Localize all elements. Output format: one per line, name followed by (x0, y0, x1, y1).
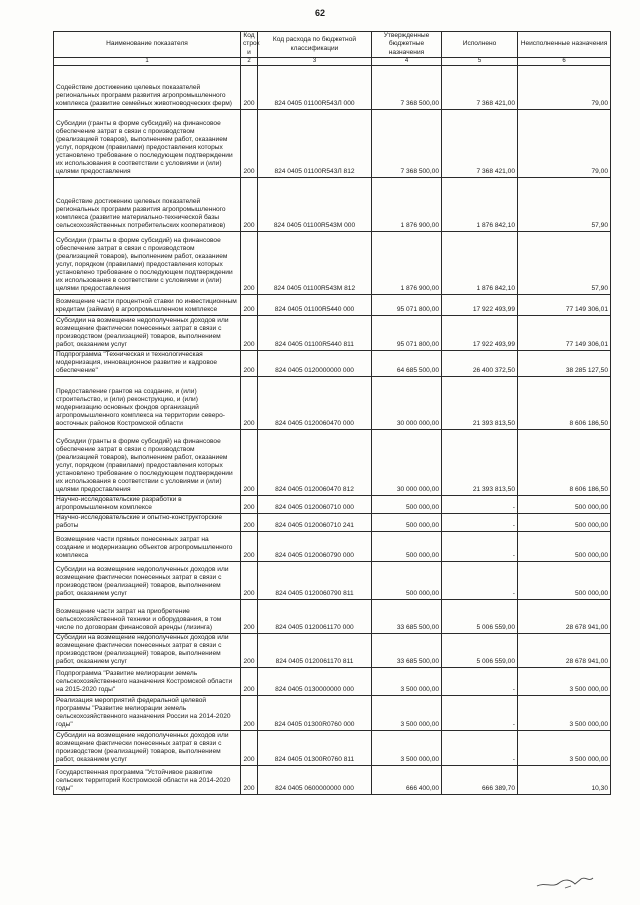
unexecuted-amount-cell: 77 149 306,01 (518, 295, 611, 316)
executed-amount-cell: - (442, 496, 518, 514)
executed-amount-cell: 21 393 813,50 (442, 430, 518, 496)
indicator-name-cell: Субсидии (гранты в форме субсидий) на финансовое обеспечение затрат в связи с производством (реализацией товаров), выполнением работ, оказанием услуг, порядком (правилами) предоставления которых установлено требование о последующем подтверждении их использования в соответствии с условиями и (или) целями предоставления (54, 430, 241, 496)
unexecuted-amount-cell: 500 000,00 (518, 496, 611, 514)
header-approved: Утвержденные бюджетные назначения (372, 32, 442, 58)
unexecuted-amount-cell: 57,90 (518, 232, 611, 295)
executed-amount-cell: 17 922 493,99 (442, 295, 518, 316)
table-row (54, 731, 611, 766)
approved-amount-cell: 7 368 500,00 (372, 66, 442, 110)
approved-amount-cell: 3 500 000,00 (372, 731, 442, 766)
page-number: 62 (314, 8, 325, 18)
indicator-name-cell: Предоставление грантов на создание, и (или) строительство, и (или) реконструкцию, и (или) модернизацию основных фондов организаций агропромышленного комплекса на территории северо-восточных районов Костромской области (54, 377, 241, 430)
executed-amount-cell: 7 368 421,00 (442, 66, 518, 110)
unexecuted-amount-cell: 500 000,00 (518, 562, 611, 600)
indicator-name-cell: Возмещение части затрат на приобретение сельскохозяйственной техники и оборудования, в том числе по договорам финансовой аренды (лизинга) (54, 600, 241, 634)
row-code-cell: 200 (241, 110, 258, 178)
approved-amount-cell: 500 000,00 (372, 514, 442, 532)
column-number-row (54, 58, 611, 66)
table-row (54, 295, 611, 316)
row-code-cell: 200 (241, 295, 258, 316)
classification-code-cell: 824 0405 01300R0760 000 (258, 696, 372, 731)
indicator-name-cell: Субсидии (гранты в форме субсидий) на финансовое обеспечение затрат в связи с производством (реализацией товаров), выполнением работ, оказанием услуг, порядком (правилами) предоставления которых установлено требование о последующем подтверждении их использования в соответствии с условиями и (или) целями предоставления (54, 232, 241, 295)
classification-code-cell: 824 0405 0120061170 811 (258, 634, 372, 668)
table-row (54, 532, 611, 562)
row-code-cell: 200 (241, 232, 258, 295)
unexecuted-amount-cell: 57,90 (518, 178, 611, 232)
classification-code-cell: 824 0405 0120060470 812 (258, 430, 372, 496)
header-indicator-name: Наименование показателя (54, 32, 241, 58)
table-row (54, 696, 611, 731)
row-code-cell: 200 (241, 514, 258, 532)
classification-code-cell: 824 0405 01100R5440 000 (258, 295, 372, 316)
classification-code-cell: 824 0405 0120060790 811 (258, 562, 372, 600)
classification-code-cell: 824 0405 01100R5440 811 (258, 316, 372, 351)
column-number: 1 (54, 58, 241, 66)
classification-code-cell: 824 0405 0120000000 000 (258, 351, 372, 377)
approved-amount-cell: 3 500 000,00 (372, 696, 442, 731)
table-row (54, 600, 611, 634)
unexecuted-amount-cell: 3 500 000,00 (518, 696, 611, 731)
indicator-name-cell: Содействие достижению целевых показателей региональных программ развития агропромышленного комплекса (развитие семейных животноводческих ферм) (54, 66, 241, 110)
executed-amount-cell: 666 389,70 (442, 766, 518, 795)
column-number: 5 (442, 58, 518, 66)
classification-code-cell: 824 0405 0130000000 000 (258, 668, 372, 696)
executed-amount-cell: - (442, 696, 518, 731)
classification-code-cell: 824 0405 0120060790 000 (258, 532, 372, 562)
classification-code-cell: 824 0405 0120060710 241 (258, 514, 372, 532)
executed-amount-cell: 1 876 842,10 (442, 178, 518, 232)
header-row-code: Код строк и (241, 32, 258, 58)
indicator-name-cell: Государственная программа "Устойчивое развитие сельских территорий Костромской области на 2014-2020 годы" (54, 766, 241, 795)
classification-code-cell: 824 0405 01100R543Л 812 (258, 110, 372, 178)
classification-code-cell: 824 0405 01100R543М 812 (258, 232, 372, 295)
approved-amount-cell: 30 000 000,00 (372, 430, 442, 496)
executed-amount-cell: - (442, 562, 518, 600)
row-code-cell: 200 (241, 600, 258, 634)
table-body (54, 66, 611, 795)
approved-amount-cell: 1 876 900,00 (372, 232, 442, 295)
row-code-cell: 200 (241, 316, 258, 351)
indicator-name-cell: Субсидии на возмещение недополученных доходов или возмещение фактически понесенных затрат в связи с производством (реализацией) товаров, выполнением работ, оказанием услуг (54, 634, 241, 668)
approved-amount-cell: 500 000,00 (372, 562, 442, 600)
approved-amount-cell: 33 685 500,00 (372, 600, 442, 634)
indicator-name-cell: Научно-исследовательские разработки в агропромышленном комплексе (54, 496, 241, 514)
indicator-name-cell: Подпрограмма "Техническая и технологическая модернизация, инновационное развитие и кадровое обеспечение" (54, 351, 241, 377)
unexecuted-amount-cell: 38 285 127,50 (518, 351, 611, 377)
executed-amount-cell: 26 400 372,50 (442, 351, 518, 377)
indicator-name-cell: Реализация мероприятий федеральной целевой программы "Развитие мелиорации земель сельскохозяйственного назначения России на 2014-2020 годы" (54, 696, 241, 731)
unexecuted-amount-cell: 8 606 186,50 (518, 377, 611, 430)
column-number: 3 (258, 58, 372, 66)
indicator-name-cell: Возмещение части процентной ставки по инвестиционным кредитам (займам) в агропромышленном комплексе (54, 295, 241, 316)
executed-amount-cell: 21 393 813,50 (442, 377, 518, 430)
unexecuted-amount-cell: 3 500 000,00 (518, 668, 611, 696)
table-row (54, 377, 611, 430)
executed-amount-cell: 5 006 559,00 (442, 634, 518, 668)
row-code-cell: 200 (241, 532, 258, 562)
column-number: 6 (518, 58, 611, 66)
row-code-cell: 200 (241, 496, 258, 514)
unexecuted-amount-cell: 8 606 186,50 (518, 430, 611, 496)
header-executed: Исполнено (442, 32, 518, 58)
table-row (54, 496, 611, 514)
handwritten-signature (535, 870, 595, 892)
indicator-name-cell: Субсидии (гранты в форме субсидий) на финансовое обеспечение затрат в связи с производством (реализацией товаров), выполнением работ, оказанием услуг, порядком (правилами) предоставления которых установлено требование о последующем подтверждении их использования в соответствии с условиями и (или) целями предоставления (54, 110, 241, 178)
table-row (54, 232, 611, 295)
row-code-cell: 200 (241, 766, 258, 795)
approved-amount-cell: 33 685 500,00 (372, 634, 442, 668)
row-code-cell: 200 (241, 377, 258, 430)
table-row (54, 351, 611, 377)
table-header-row (54, 32, 611, 58)
executed-amount-cell: - (442, 532, 518, 562)
classification-code-cell: 824 0405 0120060470 000 (258, 377, 372, 430)
approved-amount-cell: 1 876 900,00 (372, 178, 442, 232)
executed-amount-cell: - (442, 514, 518, 532)
indicator-name-cell: Субсидии на возмещение недополученных доходов или возмещение фактически понесенных затрат в связи с производством (реализацией) товаров, выполнением работ, оказанием услуг (54, 316, 241, 351)
approved-amount-cell: 30 000 000,00 (372, 377, 442, 430)
executed-amount-cell: - (442, 668, 518, 696)
unexecuted-amount-cell: 79,00 (518, 110, 611, 178)
row-code-cell: 200 (241, 731, 258, 766)
approved-amount-cell: 500 000,00 (372, 496, 442, 514)
indicator-name-cell: Подпрограмма "Развитие мелиорации земель сельскохозяйственного назначения Костромской области на 2015-2020 годы" (54, 668, 241, 696)
row-code-cell: 200 (241, 430, 258, 496)
header-unexecuted: Неисполненные назначения (518, 32, 611, 58)
table-row (54, 634, 611, 668)
row-code-cell: 200 (241, 66, 258, 110)
row-code-cell: 200 (241, 562, 258, 600)
table-row (54, 668, 611, 696)
classification-code-cell: 824 0405 01100R543М 000 (258, 178, 372, 232)
approved-amount-cell: 7 368 500,00 (372, 110, 442, 178)
classification-code-cell: 824 0405 01300R0760 811 (258, 731, 372, 766)
indicator-name-cell: Субсидии на возмещение недополученных доходов или возмещение фактически понесенных затрат в связи с производством (реализацией) товаров, выполнением работ, оказанием услуг (54, 731, 241, 766)
budget-execution-table (53, 31, 611, 795)
row-code-cell: 200 (241, 351, 258, 377)
indicator-name-cell: Возмещение части прямых понесенных затрат на создание и модернизацию объектов агропромышленного комплекса (54, 532, 241, 562)
row-code-cell: 200 (241, 178, 258, 232)
executed-amount-cell: 5 006 559,00 (442, 600, 518, 634)
row-code-cell: 200 (241, 696, 258, 731)
indicator-name-cell: Содействие достижению целевых показателей региональных программ развития агропромышленного комплекса (развитие материально-технической базы сельскохозяйственных потребительских кооперативов) (54, 178, 241, 232)
executed-amount-cell: - (442, 731, 518, 766)
table-row (54, 316, 611, 351)
unexecuted-amount-cell: 79,00 (518, 66, 611, 110)
executed-amount-cell: 1 876 842,10 (442, 232, 518, 295)
classification-code-cell: 824 0405 0120060710 000 (258, 496, 372, 514)
unexecuted-amount-cell: 3 500 000,00 (518, 731, 611, 766)
executed-amount-cell: 17 922 493,99 (442, 316, 518, 351)
unexecuted-amount-cell: 10,30 (518, 766, 611, 795)
column-number: 4 (372, 58, 442, 66)
approved-amount-cell: 64 685 500,00 (372, 351, 442, 377)
approved-amount-cell: 95 071 800,00 (372, 295, 442, 316)
column-number: 2 (241, 58, 258, 66)
unexecuted-amount-cell: 500 000,00 (518, 514, 611, 532)
classification-code-cell: 824 0405 01100R543Л 000 (258, 66, 372, 110)
unexecuted-amount-cell: 28 678 941,00 (518, 634, 611, 668)
approved-amount-cell: 666 400,00 (372, 766, 442, 795)
table-row (54, 514, 611, 532)
table-row (54, 178, 611, 232)
indicator-name-cell: Научно-исследовательские и опытно-конструкторские работы (54, 514, 241, 532)
indicator-name-cell: Субсидии на возмещение недополученных доходов или возмещение фактически понесенных затрат в связи с производством (реализацией) товаров, выполнением работ, оказанием услуг (54, 562, 241, 600)
classification-code-cell: 824 0405 0120061170 000 (258, 600, 372, 634)
row-code-cell: 200 (241, 668, 258, 696)
table-row (54, 766, 611, 795)
unexecuted-amount-cell: 77 149 306,01 (518, 316, 611, 351)
row-code-cell: 200 (241, 634, 258, 668)
table-row (54, 562, 611, 600)
table-row (54, 110, 611, 178)
table-row (54, 430, 611, 496)
executed-amount-cell: 7 368 421,00 (442, 110, 518, 178)
classification-code-cell: 824 0405 0600000000 000 (258, 766, 372, 795)
approved-amount-cell: 500 000,00 (372, 532, 442, 562)
unexecuted-amount-cell: 28 678 941,00 (518, 600, 611, 634)
unexecuted-amount-cell: 500 000,00 (518, 532, 611, 562)
header-budget-classification: Код расхода по бюджетной классификации (258, 32, 372, 58)
approved-amount-cell: 95 071 800,00 (372, 316, 442, 351)
table-row (54, 66, 611, 110)
approved-amount-cell: 3 500 000,00 (372, 668, 442, 696)
